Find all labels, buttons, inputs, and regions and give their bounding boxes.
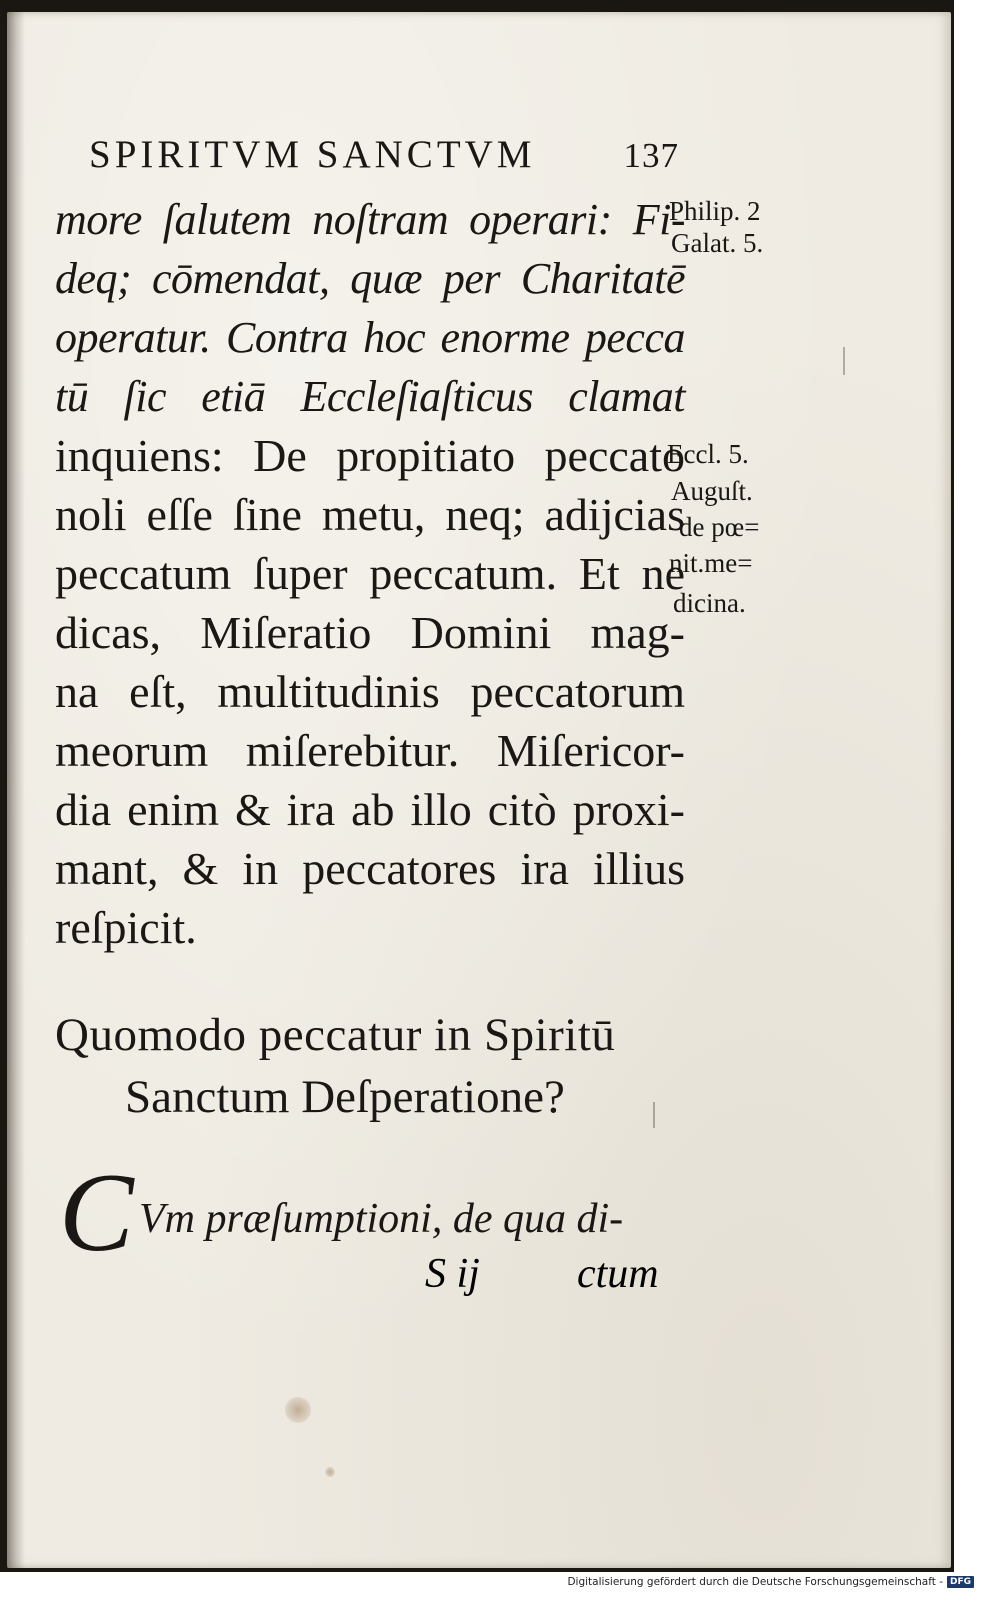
text-line: operatur. Contra hoc enorme pecca xyxy=(55,313,685,362)
text-line: reſpicit. xyxy=(55,902,197,953)
book-page xyxy=(7,12,951,1568)
text-line: dicas, Miſeratio Domini mag- xyxy=(55,607,685,658)
dfg-logo: DFG xyxy=(947,1576,974,1588)
catchword: ctum xyxy=(577,1251,659,1297)
margin-note: Eccl. 5. xyxy=(667,439,749,469)
signature-mark: S ij xyxy=(425,1251,480,1297)
question-line: Quomodo peccatur in Spiritū xyxy=(55,1009,616,1061)
text-line: deq; cōmendat, quæ per Charitatē xyxy=(55,254,685,303)
paper-mark xyxy=(843,347,845,375)
running-head: SPIRITVM SANCTVM xyxy=(89,133,536,176)
margin-note: dicina. xyxy=(673,588,746,618)
question-line: Sanctum Deſperatione? xyxy=(125,1071,565,1123)
text-line: noli eſſe ſine metu, neq; adijcias xyxy=(55,489,685,540)
margin-note: Philip. 2 xyxy=(669,196,761,226)
digitization-credit xyxy=(567,1573,974,1591)
text-line: more ſalutem noſtram operari: Fi- xyxy=(55,195,685,244)
margin-note: Auguſt. xyxy=(671,476,753,506)
paper-stain xyxy=(285,1397,311,1423)
question-heading xyxy=(55,1004,675,1128)
text-line: tū ſic etiā Eccleſiaſticus clamat xyxy=(55,372,685,421)
paper-mark xyxy=(653,1102,655,1128)
text-line: meorum miſerebitur. Miſericor- xyxy=(55,725,685,776)
margin-note: nit.me= xyxy=(669,548,753,578)
spine-shadow xyxy=(7,12,25,1568)
text-line: dia enim & ira ab illo citò proxi- xyxy=(55,784,685,835)
paper-stain xyxy=(325,1467,335,1477)
text-line: inquiens: De propitiato peccato xyxy=(55,430,685,481)
text-line: Vm præſumptioni, de qua di- xyxy=(139,1196,624,1242)
page-number: 137 xyxy=(623,136,679,175)
margin-note: Galat. 5. xyxy=(671,228,764,258)
text-line: mant, & in peccatores ira illius xyxy=(55,843,685,894)
main-text-block xyxy=(55,190,685,957)
text-line: na eſt, multitudinis peccatorum xyxy=(55,666,685,717)
credit-text: Digitalisierung gefördert durch die Deutsche Forschungsgemeinschaft - xyxy=(567,1576,943,1588)
margin-note: de pœ= xyxy=(679,512,760,542)
page-header xyxy=(89,132,679,177)
drop-capital: C xyxy=(59,1151,134,1275)
text-line: peccatum ſuper peccatum. Et ne xyxy=(55,548,685,599)
